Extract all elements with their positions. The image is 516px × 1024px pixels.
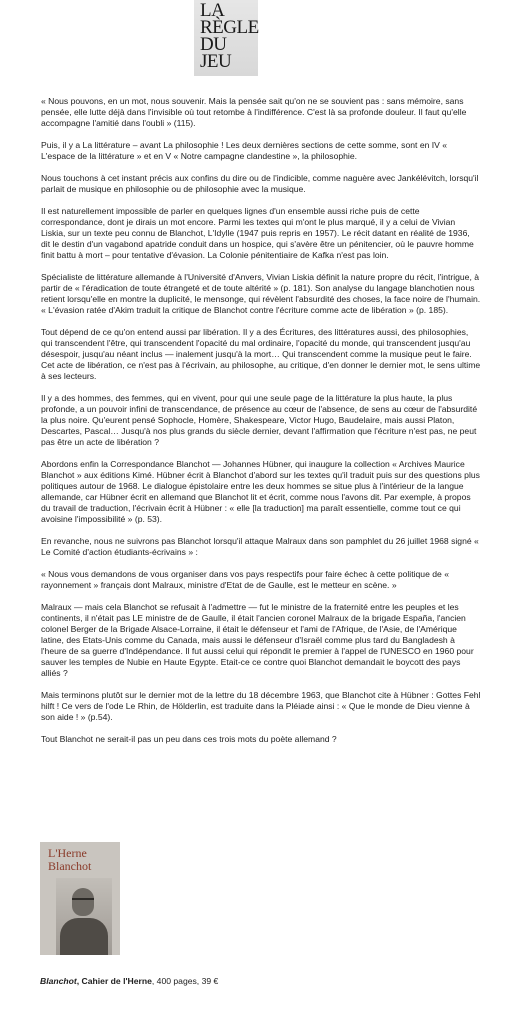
paragraph: Puis, il y a La littérature – avant La philosophie ! Les deux dernières sections de cette somme, sont en IV « L'espace de la littérature » et en V « Notre campagne clandestine », la philosophie. xyxy=(41,140,448,161)
portrait-glasses xyxy=(72,898,94,904)
paragraph: En revanche, nous ne suivrons pas Blanchot lorsqu'il attaque Malraux dans son pamphlet du 26 juillet 1968 signé « Le Comité d'action étudiants-écrivains » : xyxy=(41,536,479,557)
paragraph: Malraux — mais cela Blanchot se refusait à l'admettre — fut le ministre de la fraternité entre les peuples et les continents, il n'était pas LE ministre de de Gaulle, il était l'ancien coronel Malraux de la brigade España, l'ancien colonel Berger de la Brigade Alsace-Lorraine, il était le défenseur et l'ami de l'Afrique, de l'Asie, de l'Amérique latine, des Etats-Unis comme du Canada, mais aussi le défenseur d'Israël comme plus tard du Bangladesh à l'heure de sa guerre d'Indépendance. Il fut aussi celui qui répondit le premier à l'appel de l'UNESCO en 1960 pour sauver les temples de Nubie en Haute Egypte. Etait-ce ce contre quoi Blanchot demandait le boycott des pays alliés ? xyxy=(41,602,474,678)
logo-line-3: DU xyxy=(200,34,227,55)
paragraph: Tout Blanchot ne serait-il pas un peu dans ces trois mots du poète allemand ? xyxy=(41,734,337,744)
cover-author: Blanchot xyxy=(48,859,92,873)
caption-title: Blanchot xyxy=(40,976,77,986)
logo-line-2: RÈGLE xyxy=(200,17,259,38)
paragraph: « Nous pouvons, en un mot, nous souvenir. Mais la pensée sait qu'on ne se souvient pas : sans mémoire, sans pensée, elle lutte déjà dans l'invisible où tout retombe à l'indifférence. C'est là sa profonde douleur. Il faut qu'elle accompagne l'amitié dans l'oubli » (115). xyxy=(41,96,467,128)
paragraph: Tout dépend de ce qu'on entend aussi par libération. Il y a des Écritures, des littératures aussi, des philosophies, qui transcendent l'être, qui transcendent l'opacité du mal ordinaire, l'opacité du monde, qui transcendent jusqu'au désespoir, jusqu'au néant inclus — inalement jusqu'à la mort… Qui transcendent comme la musique peut le faire. Cet acte de libération, ce n'est pas à l'écrivain, au philosophe, au critique, d'en donner le dernier mot, le sens ultime à ses lecteurs. xyxy=(41,327,481,381)
book-cover-image xyxy=(40,842,120,955)
paragraph: Abordons enfin la Correspondance Blanchot — Johannes Hübner, qui inaugure la collection « Archives Maurice Blanchot » aux éditions Kimé. Hübner écrit à Blanchot d'abord sur les textes qu'il traduit puis sur des questions plus politiques autour de 1968. Le dialogue épistolaire entre les deux hommes se situe plus à l'intérieur de la langue allemande, car Hübner écrit en allemand que Blanchot lit et écrit, comme nous l'avons dit. Par exemple, à propos du travail de traduction, l'écrivain écrit à Hübner : « elle [la traduction] ma paraît essentielle, comme tout ce qui avoisine l'impossibilité » (p. 53). xyxy=(41,459,480,524)
book-caption xyxy=(40,976,218,987)
paragraph: Spécialiste de littérature allemande à l'Université d'Anvers, Vivian Liskia définit la nature propre du récit, l'intrigue, à partir de « l'éradication de toute étrangeté et de toute altérité » (p. 181). Son analyse du langage blanchotien nous retient lorsqu'elle en montre la duplicité, le mensonge, qui révèlent l'absurdité des choses, la face noire de l'humain. « L'évasion ratée d'Akim traduit la critique de Blanchot contre l'écriture comme acte de libération » (p. 185). xyxy=(41,272,481,315)
caption-series: , Cahier de l'Herne xyxy=(76,976,152,986)
portrait-body xyxy=(60,918,108,955)
author-portrait xyxy=(56,878,112,955)
article-body xyxy=(41,96,481,756)
site-logo[interactable] xyxy=(194,0,258,76)
logo-line-1: LA xyxy=(200,0,225,21)
paragraph: Il y a des hommes, des femmes, qui en vivent, pour qui une seule page de la littérature la plus haute, la plus profonde, a un pouvoir infini de transcendance, de présence au cœur de l'absence, de sens au cœur de l'absurdité la plus noire. Qu'eurent pensé Sophocle, Homère, Shakespeare, Victor Hugo, Baudelaire, mais aussi Platon, Descartes, Pascal… Jusqu'à nos plus grands du siècle dernier, devant l'affirmation que l'écriture n'est pas, ne peut pas être un acte de libération ? xyxy=(41,393,478,447)
paragraph: Nous touchons à cet instant précis aux confins du dire ou de l'indicible, comme naguère avec Jankélévitch, lorsqu'il parlait de musique en philosophie ou de philosophie avec la musique. xyxy=(41,173,479,194)
blockquote: « Nous vous demandons de vous organiser dans vos pays respectifs pour faire échec à cette politique de « rayonnement » français dont Malraux, ministre d'Etat de de Gaulle, est le metteur en scène. » xyxy=(41,569,449,590)
paragraph: Il est naturellement impossible de parler en quelques lignes d'un ensemble aussi riche puis de cette correspondance, dont je dirais un mot encore. Parmi les textes qui m'ont le plus marqué, il y a celui de Vivian Liskia, sur un texte peu connu de Blanchot, L'Idylle (1947 puis repris en 1957). Le récit datant en réalité de 1936, dit le destin d'un vagabond apatride conduit dans un hospice, qui s'avère être un pénitencier, où le pauvre homme finit battu à mort – pour tentative d'évasion. La Colonie pénitentiaire de Kafka n'est pas loin. xyxy=(41,206,474,260)
logo-line-4: JEU xyxy=(200,51,232,72)
paragraph: Mais terminons plutôt sur le dernier mot de la lettre du 18 décembre 1963, que Blanchot cite à Hübner : Gottes Fehl hilft ! Ce vers de l'ode Le Rhin, de Hölderlin, est traduite dans la Pléiade ainsi : « Que le monde de Dieu vienne à son aide ! » (p.54). xyxy=(41,690,481,722)
cover-publisher: L'Herne xyxy=(48,846,87,860)
caption-details: , 400 pages, 39 € xyxy=(151,976,219,986)
